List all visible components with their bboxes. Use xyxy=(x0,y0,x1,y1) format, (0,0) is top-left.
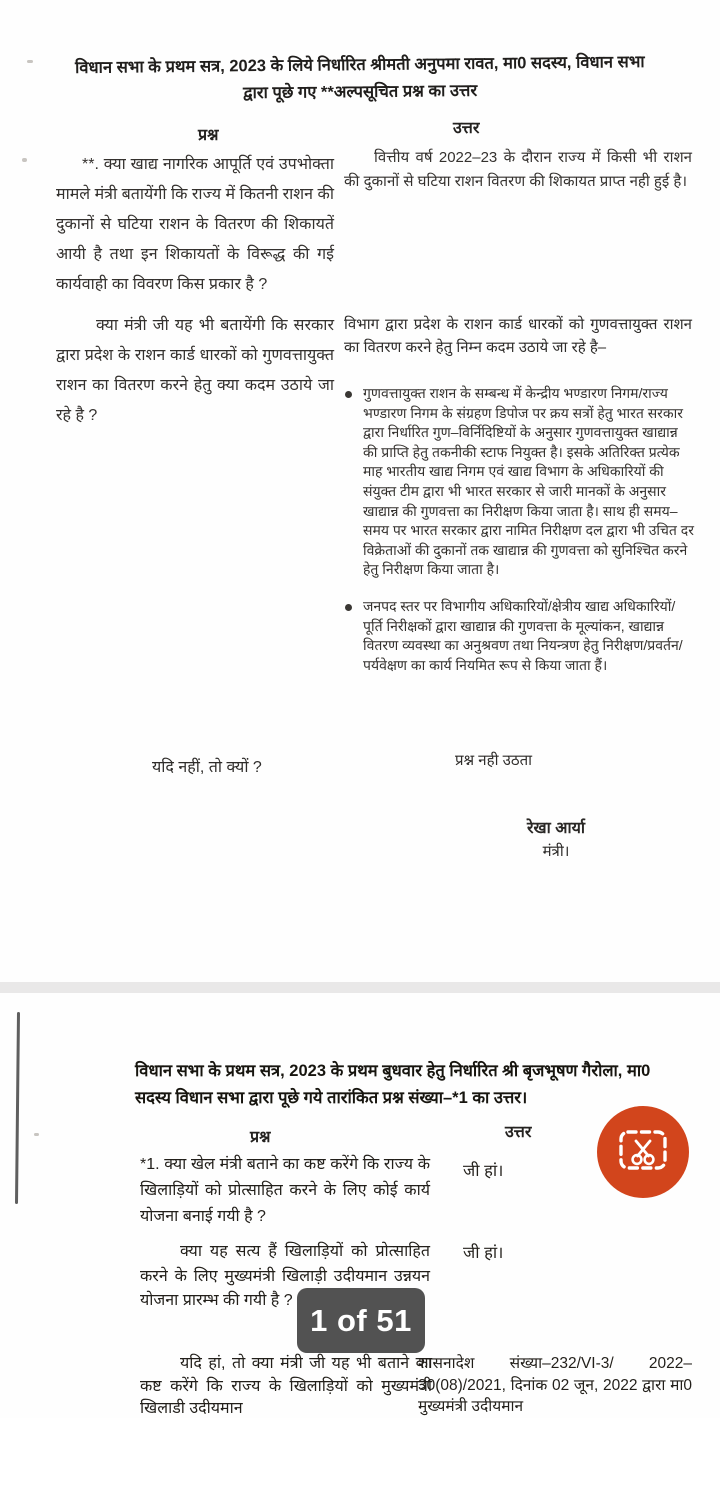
signature-name: रेखा आर्या xyxy=(527,820,585,837)
bullet-item xyxy=(344,384,694,580)
bullet-item xyxy=(344,597,694,675)
scan-speck xyxy=(34,1133,39,1136)
navigation-bar xyxy=(0,1418,720,1496)
page1-question-3: यदि नहीं, तो क्यों ? xyxy=(152,759,262,776)
page2-answer-2: जी हां। xyxy=(463,1244,504,1262)
page2-question-column-header: प्रश्न xyxy=(250,1129,271,1146)
crop-scissors-icon xyxy=(617,1129,669,1175)
page2-answer-column-header: उत्तर xyxy=(505,1124,532,1141)
page2-question-2: क्या यह सत्य हैं खिलाड़ियों को प्रोत्साहित करने के लिए मुख्यमंत्री खिलाड़ी उदीयमान उन्नयन योजना प्रारम्भ की गयी है ? xyxy=(140,1243,430,1309)
page1-answer-2-intro: विभाग द्वारा प्रदेश के राशन कार्ड धारकों को गुणवत्तायुक्त राशन का वितरण करने हेतु निम्न कदम उठाये जा रहे है– xyxy=(344,316,692,356)
page2-header: विधान सभा के प्रथम सत्र, 2023 के प्रथम बुधवार हेतु निर्धारित श्री बृजभूषण गैरोला, मा0 सदस्य विधान सभा द्वारा पूछे गये तारांकित प्रश्न संख्या–*1 का उत्तर। xyxy=(135,1062,651,1107)
bullet-dot-icon xyxy=(345,604,352,611)
page1-header: विधान सभा के प्रथम सत्र, 2023 के लिये निर्धारित श्रीमती अनुपमा रावत, मा0 सदस्य, विधान सभा द्वारा पूछे गए **अल्पसूचित प्रश्न का उत्तर xyxy=(74,53,645,103)
page1-answer-column-header: उत्तर xyxy=(453,120,480,137)
scan-speck xyxy=(22,158,27,162)
page1-question-1: **. क्या खाद्य नागरिक आपूर्ति एवं उपभोक्ता मामले मंत्री बतायेंगी कि राज्य में कितनी राशन की दुकानों से घटिया राशन के वितरण की शिकायतें आयी है तथा इन शिकायतों के विरूद्ध की गई कार्यवाही का विवरण किस प्रकार है ? xyxy=(56,156,334,293)
crop-capture-button[interactable] xyxy=(597,1106,689,1198)
page1-answer-2-bullets xyxy=(344,384,694,675)
page1-question-column-header: प्रश्न xyxy=(198,127,219,144)
bullet-text: गुणवत्तायुक्त राशन के सम्बन्ध में केन्द्रीय भण्डारण निगम/राज्य भण्डारण निगम के संग्रहण डिपोज पर क्रय सत्रों हेतु भारत सरकार द्वारा निर्धारित गुण–विर्निदिष्टियों के अनुसार गुणवत्तायुक्त खाद्यान्न की प्राप्ति हेतु तकनीकी स्टाफ नियुक्त है। इसके अतिरिक्त प्रत्येक माह भारतीय खाद्य निगम एवं खाद्य विभाग के अधिकारियों की संयुक्त टीम द्वारा भी भारत सरकार से जारी मानकों के अनुसार खाद्यान्न की गुणवत्ता का निरीक्षण किया जाता है। साथ ही समय–समय पर भारत सरकार द्वारा नामित निरीक्षण दल द्वारा भी उचित दर विक्रेताओं की दुकानों तक खाद्यान्न की गुणवत्ता को सुनिश्चित करने हेतु निरीक्षण किया जाता है। xyxy=(363,385,694,578)
bullet-dot-icon xyxy=(345,391,352,398)
page2-question-3: यदि हां, तो क्या मंत्री जी यह भी बताने का कष्ट करेंगे कि राज्य के खिलाड़ियों को मुख्यमंत्री खिलाडी उदीयमान xyxy=(140,1355,432,1417)
page1-question-2: क्या मंत्री जी यह भी बतायेंगी कि सरकार द्वारा प्रदेश के राशन कार्ड धारकों को गुणवत्तायुक्त राशन का वितरण करने हेतु क्या कदम उठाये जा रहे है ? xyxy=(56,317,334,424)
page1-answer-3: प्रश्न नही उठता xyxy=(455,752,533,769)
page-separator xyxy=(0,982,720,993)
page-indicator: 1 of 51 xyxy=(297,1288,425,1353)
bullet-text: जनपद स्तर पर विभागीय अधिकारियों/क्षेत्रीय खाद्य अधिकारियों/पूर्ति निरीक्षकों द्वारा खाद्यान्न की गुणवत्ता के मूल्यांकन, खाद्यान्न वितरण व्यवस्था का अनुश्रवण तथा नियन्त्रण हेतु निरीक्षण/प्रवर्तन/पर्यवेक्षण का कार्य नियमित रूप से किया जाता हैं। xyxy=(363,597,683,673)
scan-speck xyxy=(27,60,33,63)
page2-question-1: *1. क्या खेल मंत्री बताने का कष्ट करेंगे कि राज्य के खिलाड़ियों को प्रोत्साहित करने के लिए कोई कार्य योजना बनाई गयी है ? xyxy=(140,1156,430,1225)
page2-answer-1: जी हां। xyxy=(463,1162,504,1180)
signature-title: मंत्री। xyxy=(542,843,570,860)
page1-answer-1: वित्तीय वर्ष 2022–23 के दौरान राज्य में किसी भी राशन की दुकानों से घटिया राशन वितरण की शिकायत प्राप्त नही हुई है। xyxy=(344,149,692,190)
signature-block xyxy=(476,816,636,861)
page2-answer-3: शासनादेश संख्या–232/VI-3/ 2022–30(08)/2021, दिनांक 02 जून, 2022 द्वारा मा0 मुख्यमंत्री उदीयमान xyxy=(418,1355,692,1415)
